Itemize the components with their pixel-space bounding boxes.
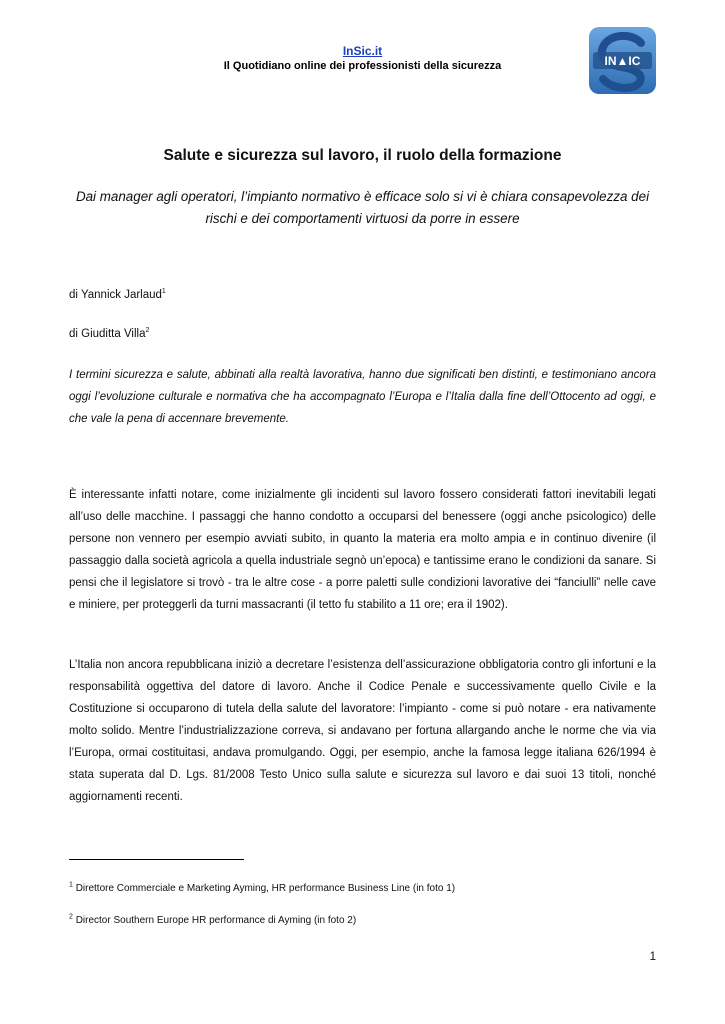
- body-paragraph: È interessante infatti notare, come inizialmente gli incidenti sul lavoro fossero considerati fattori inevitabili legati all’uso delle macchine. I passaggi che hanno condotto a occuparsi del benessere (oggi anche psicologico) delle persone non vennero per esempio avviati subito, in quanto la materia era molto ampia e in continuo divenire (il passaggio dalla società agricola a quella industriale segnò un’epoca) e tantissime erano le condizioni da sanare. Si pensi che il legislatore si trovò - tra le altre cose - a porre paletti sulle condizioni lavorative dei “fanciulli” nelle cave e miniere, per proteggerli da turni massacranti (il tetto fu stabilito a 11 ore; era il 1902).: [69, 489, 656, 611]
- intro-paragraph: I termini sicurezza e salute, abbinati alla realtà lavorativa, hanno due significati ben distinti, e testimoniano ancora oggi l’evoluzione culturale e normativa che ha accompagnato l’Europa e l’Italia dalla fine dell’Ottocento ad oggi, e che vale la pena di accennare brevemente.: [69, 369, 656, 425]
- article-subtitle: Dai manager agli operatori, l’impianto normativo è efficace solo si vi è chiara consapevolezza dei rischi e dei comportamenti virtuosi da porre in essere: [75, 189, 650, 226]
- footnote-ref[interactable]: 2: [145, 327, 150, 335]
- author-name: di Giuditta Villa: [69, 328, 146, 340]
- body-paragraph: L’Italia non ancora repubblicana iniziò a decretare l’esistenza dell’assicurazione obbligatoria contro gli infortuni e la responsabilità oggettiva del datore di lavoro. Anche il Codice Penale e successivamente quello Civile e la Costituzione si occuparono di tutela della salute del lavoratore: l’impianto - come si può notare - era nativamente molto solido. Mentre l’industrializzazione correva, si andavano per fortuna allargando anche le norme che via via l’Europa, ormai costituitasi, andava promulgando. Oggi, per esempio, anche la famosa legge italiana 626/1994 è stata superata dal D. Lgs. 81/2008 Testo Unico sulla salute e sicurezza sul lavoro e dai suoi 13 titoli, nonché aggiornamenti recenti.: [69, 659, 656, 803]
- footnote-ref[interactable]: 1: [161, 288, 166, 296]
- footnote-divider: [69, 859, 244, 860]
- footnote: [69, 883, 656, 894]
- site-tagline: Il Quotidiano online dei professionisti della sicurezza: [223, 60, 502, 72]
- footnote-number: 2: [69, 913, 73, 921]
- author-line: [69, 289, 166, 301]
- author-line: [69, 328, 149, 340]
- site-link[interactable]: InSic.it: [342, 44, 383, 58]
- page-number: 1: [649, 951, 656, 963]
- footnote-text: Direttore Commerciale e Marketing Ayming, HR performance Business Line (in foto 1): [75, 883, 456, 894]
- author-name: di Yannick Jarlaud: [69, 289, 162, 301]
- svg-text:IN▲IC: IN▲IC: [604, 54, 641, 68]
- footnote-text: Director Southern Europe HR performance di Ayming (in foto 2): [75, 915, 357, 926]
- article-title: Salute e sicurezza sul lavoro, il ruolo della formazione: [163, 147, 562, 164]
- footnote: [69, 915, 656, 926]
- footnote-number: 1: [69, 881, 73, 889]
- insic-logo: [589, 27, 656, 94]
